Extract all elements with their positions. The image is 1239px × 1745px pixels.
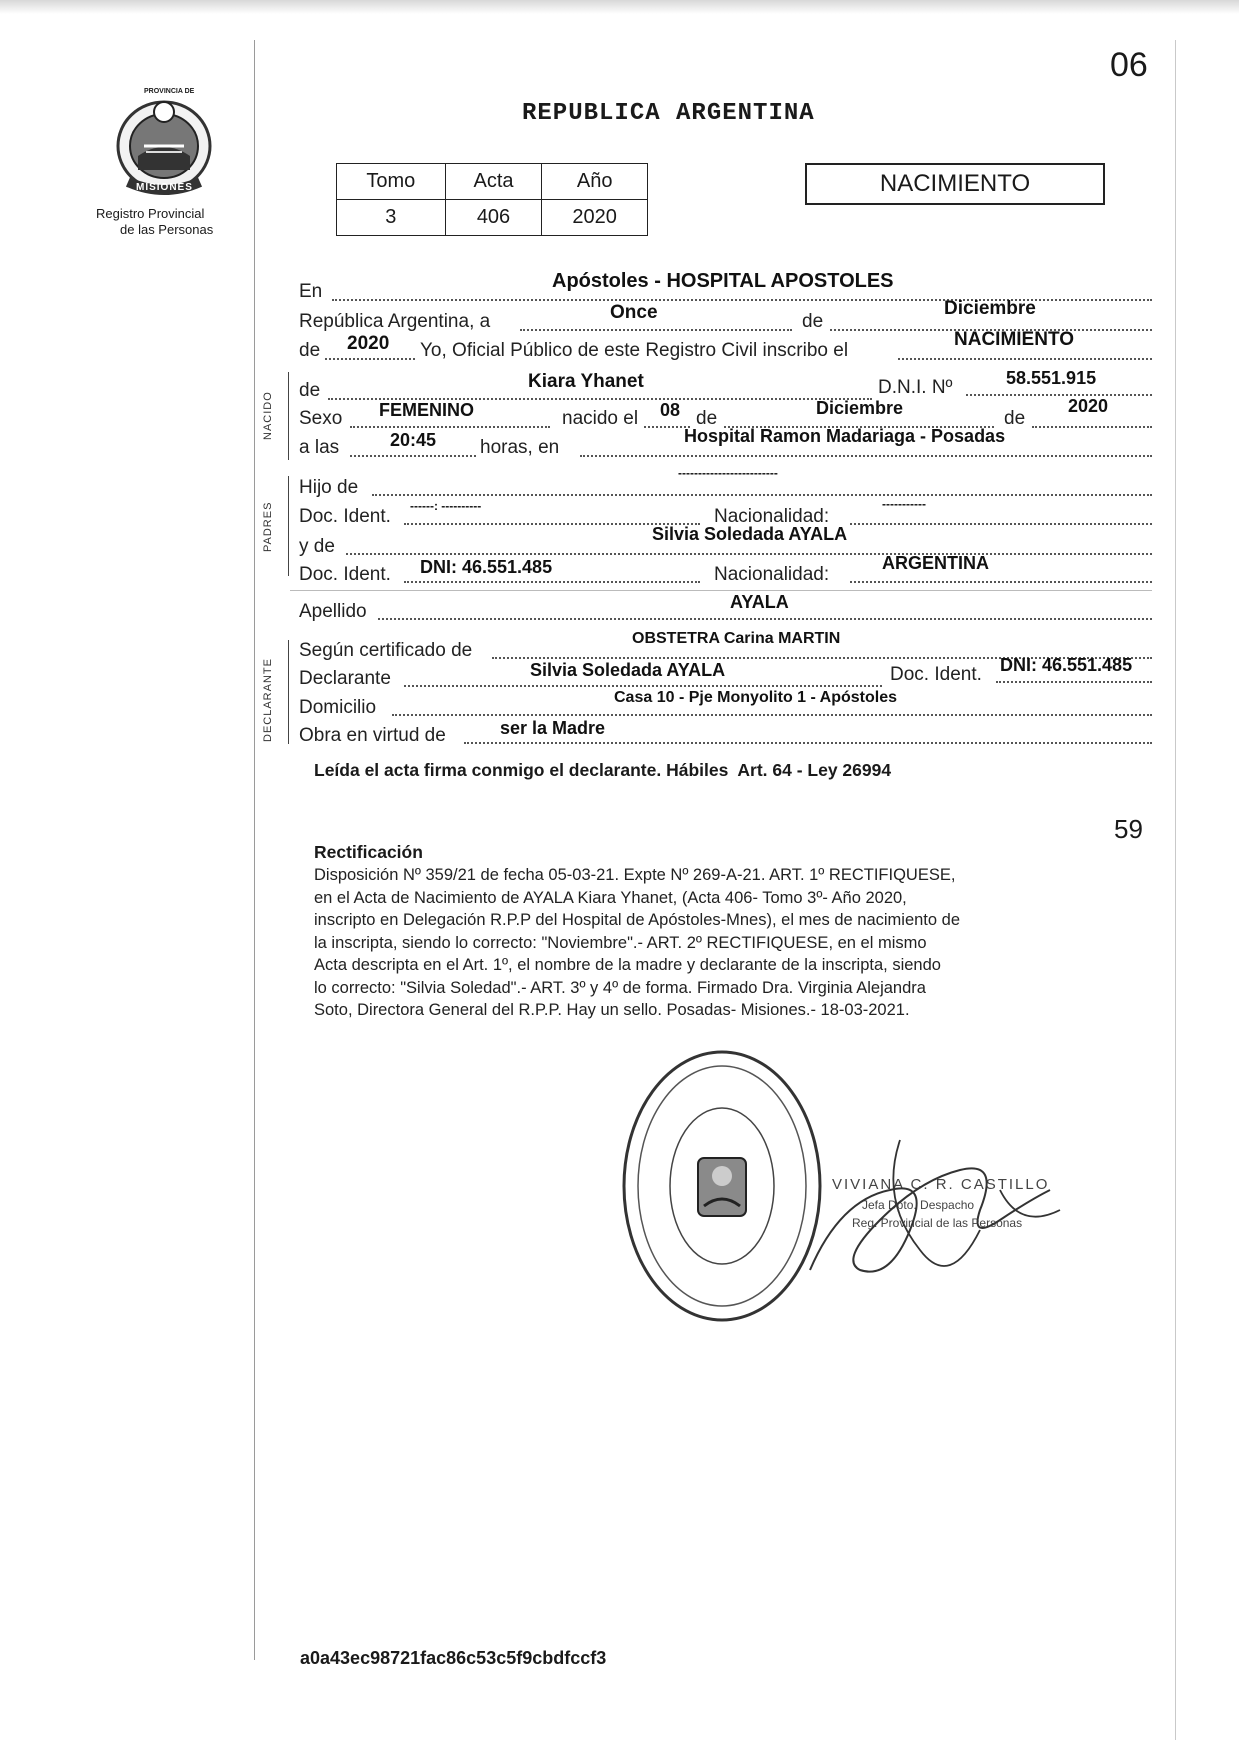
signature-stamp-line1: VIVIANA C. R. CASTILLO — [832, 1176, 1050, 1193]
dots-hora — [350, 455, 476, 457]
value-segun: OBSTETRA Carina MARTIN — [632, 630, 841, 647]
record-type-box — [805, 163, 1105, 205]
seal-emblem-icon — [618, 1046, 826, 1326]
rectificacion-line: lo correcto: "Silvia Soledad".- ART. 3º y 4º de forma. Firmado Dra. Virginia Alejandra — [314, 978, 926, 997]
label-de2: de — [299, 340, 321, 361]
label-nacionalidad: Nacionalidad: — [714, 506, 830, 527]
dots-dni — [966, 394, 1152, 396]
dots-declarante-doc — [996, 681, 1152, 683]
dots-dia — [520, 329, 792, 331]
table-header-tomo: Tomo — [337, 164, 446, 200]
table-header-acta: Acta — [445, 164, 542, 200]
dots-apellido — [378, 618, 1152, 620]
handwritten-signature — [800, 1120, 1080, 1290]
signature-stamp-line3: Reg. Provincial de las Personas — [852, 1216, 1023, 1230]
value-declarante: Silvia Soledada AYALA — [530, 660, 726, 680]
record-type: NACIMIENTO — [879, 170, 1031, 197]
rectificacion-line: Disposición Nº 359/21 de fecha 05-03-21. Expte Nº 269-A-21. ART. 1º RECTIFIQUESE, — [314, 866, 956, 884]
value-lugar: Hospital Ramon Madariaga - Posadas — [684, 426, 1006, 446]
dots-obra — [464, 742, 1152, 744]
dots-padre-nac — [850, 523, 1152, 525]
label-domicilio: Domicilio — [299, 697, 377, 718]
rectificacion-title: Rectificación — [314, 842, 423, 862]
side-label-nacido: NACIDO — [262, 391, 274, 440]
value-declarante-doc: DNI: 46.551.485 — [1000, 655, 1133, 675]
value-anio: 2020 — [347, 333, 390, 354]
logo-caption-line2: de las Personas — [120, 222, 214, 237]
value-nac-anio: 2020 — [1068, 396, 1109, 416]
rectificacion-body — [314, 864, 1174, 1022]
label-segun: Según certificado de — [299, 640, 473, 661]
page-number: 06 — [1110, 46, 1148, 84]
dots-madre-nac — [850, 581, 1152, 583]
province-logo — [108, 86, 220, 198]
table-value-tomo: 3 — [337, 200, 446, 236]
dots-padre — [372, 494, 1152, 496]
label-apellido: Apellido — [299, 601, 367, 622]
label-declarante: Declarante — [299, 668, 391, 689]
value-dia: Once — [610, 302, 658, 323]
left-margin-rule — [254, 40, 255, 1660]
document-hash: a0a43ec98721fac86c53c5f9cbdfccf3 — [300, 1648, 607, 1668]
registry-table — [336, 163, 648, 236]
value-tipo: NACIMIENTO — [954, 329, 1074, 350]
side-label-declarante: DECLARANTE — [262, 658, 274, 742]
value-dni: 58.551.915 — [1006, 368, 1097, 388]
declarante-bar — [288, 640, 289, 744]
apellido-top-rule — [290, 590, 1152, 591]
closing-statement: Leída el acta firma conmigo el declarante. Hábiles Art. 64 - Ley 26994 — [314, 760, 892, 780]
label-docident: Doc. Ident. — [299, 506, 391, 527]
dots-madre — [346, 553, 1152, 555]
label-sexo: Sexo — [299, 408, 343, 429]
logo-caption-line1: Registro Provincial — [96, 206, 205, 221]
padres-bar — [288, 476, 289, 576]
label-nacido: nacido el — [562, 408, 639, 429]
value-domicilio: Casa 10 - Pje Monyolito 1 - Apóstoles — [614, 689, 898, 706]
signature-scribble-icon — [800, 1120, 1080, 1290]
label-oficial: Yo, Oficial Público de este Registro Civil inscribo el — [420, 340, 849, 361]
dots-madre-doc — [404, 581, 700, 583]
value-madre: Silvia Soledada AYALA — [652, 524, 848, 544]
label-hijo: Hijo de — [299, 477, 359, 498]
label-dni: D.N.I. Nº — [878, 377, 953, 398]
dots-nac-anio — [1032, 426, 1152, 428]
scan-top-shadow — [0, 0, 1239, 14]
value-hora: 20:45 — [390, 430, 437, 450]
label-de1: de — [802, 311, 824, 332]
value-nac-mes: Diciembre — [816, 398, 904, 418]
value-apellido: AYALA — [730, 592, 789, 612]
rectificacion-line: Acta descripta en el Art. 1º, el nombre de la madre y declarante de la inscripta, siendo — [314, 956, 941, 974]
right-margin-rule — [1175, 40, 1176, 1740]
label-republica: República Argentina, a — [299, 311, 491, 332]
label-yde: y de — [299, 536, 335, 557]
label-docident2: Doc. Ident. — [299, 564, 391, 585]
value-nombre: Kiara Yhanet — [528, 371, 644, 392]
value-en: Apóstoles - HOSPITAL APOSTOLES — [552, 270, 894, 292]
label-obra: Obra en virtud de — [299, 725, 446, 746]
label-de3: de — [299, 380, 321, 401]
margin-number: 59 — [1114, 814, 1143, 844]
value-sexo: FEMENINO — [379, 400, 475, 420]
side-label-padres: PADRES — [262, 501, 274, 552]
label-nacionalidad2: Nacionalidad: — [714, 564, 830, 585]
value-madre-doc: DNI: 46.551.485 — [420, 557, 553, 577]
page-heading: REPUBLICA ARGENTINA — [522, 100, 815, 127]
logo-arc-text: PROVINCIA DE — [144, 88, 195, 95]
rectificacion-line: la inscripta, siendo lo correcto: "Noviembre".- ART. 2º RECTIFIQUESE, en el mismo — [314, 933, 927, 952]
label-horas: horas, en — [480, 437, 560, 458]
dots-lugar — [580, 455, 1152, 457]
label-en: En — [299, 281, 323, 302]
value-padre: ------------------------- — [678, 466, 778, 480]
value-nac-dia: 08 — [660, 400, 681, 420]
value-padre-doc: ------: ---------- — [410, 499, 482, 513]
dots-declarante — [404, 685, 882, 687]
nacido-bar — [288, 372, 289, 460]
logo-bottom-text: MISIONES — [136, 182, 193, 193]
value-padre-nac: ----------- — [882, 497, 926, 511]
value-obra: ser la Madre — [500, 718, 606, 738]
label-alas: a las — [299, 437, 340, 458]
signature-stamp-line2: Jefa Dpto. Despacho — [862, 1198, 975, 1212]
rectificacion-line: inscripto en Delegación R.P.P del Hospital de Apóstoles-Mnes), el mes de nacimiento de — [314, 911, 960, 929]
label-de4: de — [696, 408, 718, 429]
rectificacion-line: Soto, Directora General del R.P.P. Hay un sello. Posadas- Misiones.- 18-03-2021. — [314, 1001, 910, 1019]
dots-tipo — [898, 358, 1152, 360]
dots-domicilio — [392, 714, 1152, 716]
label-de5: de — [1004, 408, 1026, 429]
value-mes: Diciembre — [944, 298, 1036, 319]
value-madre-nac: ARGENTINA — [882, 553, 989, 573]
dots-anio — [325, 358, 415, 360]
table-header-anio: Año — [542, 164, 648, 200]
table-value-acta: 406 — [445, 200, 542, 236]
label-docident3: Doc. Ident. — [890, 664, 982, 685]
official-seal — [618, 1046, 826, 1326]
dots-sexo — [350, 426, 550, 428]
rectificacion-line: en el Acta de Nacimiento de AYALA Kiara Yhanet, (Acta 406- Tomo 3º- Año 2020, — [314, 888, 907, 907]
table-value-anio: 2020 — [542, 200, 648, 236]
